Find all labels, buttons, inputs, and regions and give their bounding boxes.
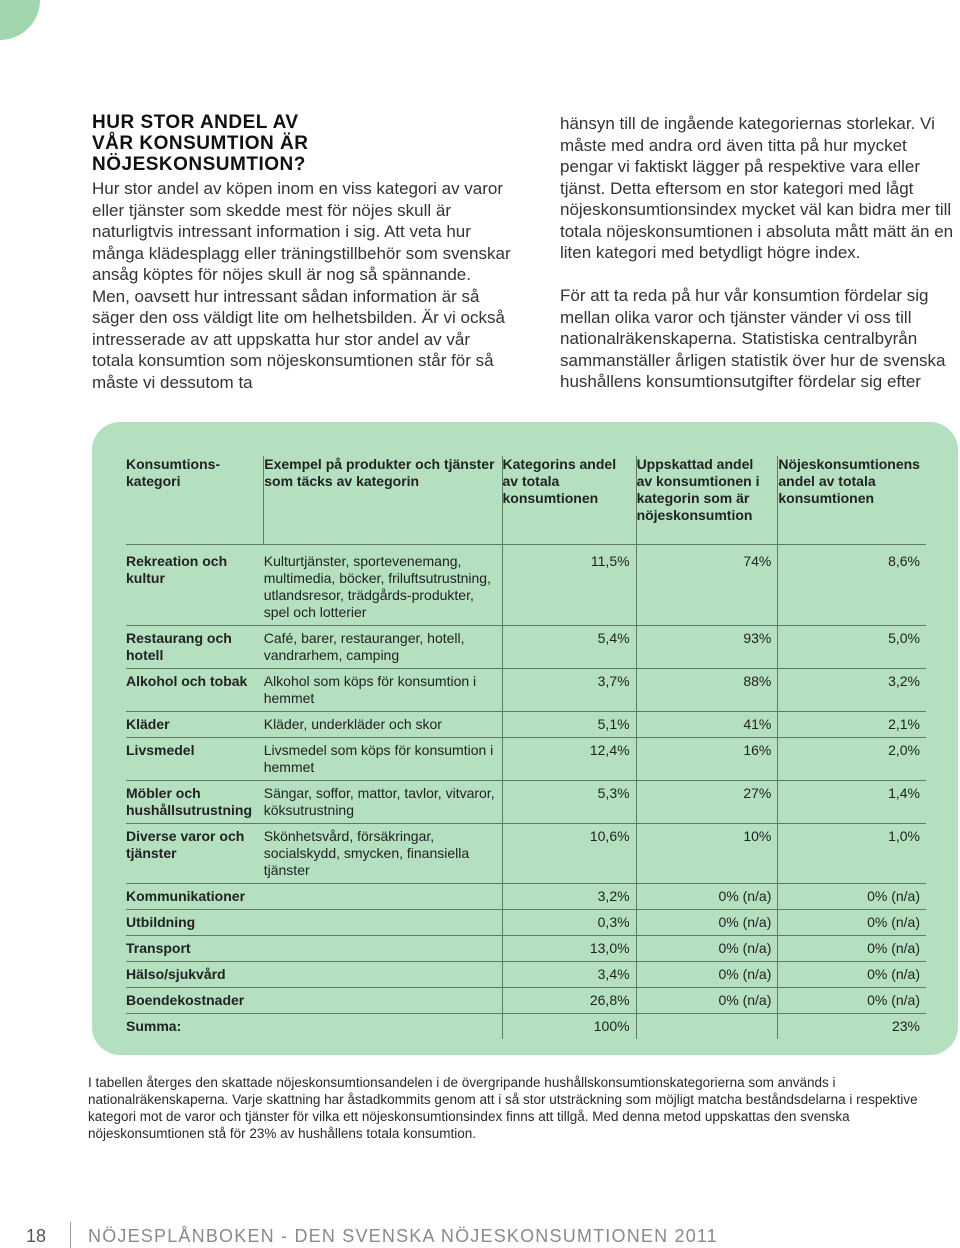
row-pleasure-share: 41%: [636, 712, 778, 738]
row-examples: Livsmedel som köps för konsumtion i hemmet: [264, 738, 502, 781]
row-examples: [264, 962, 502, 988]
header-pleasure-total: Nöjeskonsumtionens andel av totala konsumtionen: [778, 456, 920, 506]
table-row: [126, 962, 926, 988]
row-pleasure-total: 0% (n/a): [778, 936, 926, 962]
row-pleasure-share: 27%: [636, 781, 778, 824]
row-category: Summa:: [126, 1014, 264, 1040]
heading-line-2: VÅR KONSUMTION ÄR: [92, 133, 309, 154]
row-examples: Alkohol som köps för konsumtion i hemmet: [264, 669, 502, 712]
consumption-table: [126, 456, 926, 1039]
row-pleasure-share: 10%: [636, 824, 778, 884]
row-category: Boendekostnader: [126, 988, 264, 1014]
row-examples: [264, 936, 502, 962]
row-pleasure-total: 0% (n/a): [778, 962, 926, 988]
header-category: Konsumtions-kategori: [126, 456, 264, 545]
table-row: [126, 712, 926, 738]
section-heading: [92, 112, 512, 175]
row-examples: [264, 1014, 502, 1040]
row-share: 5,4%: [502, 626, 636, 669]
row-share: 5,1%: [502, 712, 636, 738]
table-row: [126, 626, 926, 669]
row-share: 3,4%: [502, 962, 636, 988]
row-examples: Kläder, underkläder och skor: [264, 712, 502, 738]
page-number: 18: [26, 1226, 47, 1246]
heading-line-1: HUR STOR ANDEL AV: [92, 112, 299, 133]
row-share: 12,4%: [502, 738, 636, 781]
row-share: 26,8%: [502, 988, 636, 1014]
row-category: Transport: [126, 936, 264, 962]
row-examples: Sängar, soffor, mattor, tavlor, vitvaror, köksutrustning: [264, 781, 502, 824]
row-share: 11,5%: [502, 545, 636, 626]
table-caption: I tabellen återges den skattade nöjeskonsumtionsandelen i de övergripande hushållskonsumtionskategorierna som används i nationalräkenskaperna. Varje skattning har åstadkommits genom att i så stor utsträckning som möjligt matcha beståndsdelarna i respektive kategori mot de varor och tjänster för vilka ett nöjeskonsumtionsindex finns att tillgå. Med denna metod uppskattas den svenska nöjeskonsumtionen stå för 23% av hushållens totala konsumtion.: [88, 1075, 918, 1141]
row-examples: Skönhetsvård, försäkringar, socialskydd, smycken, finansiella tjänster: [264, 824, 502, 884]
row-pleasure-share: 74%: [636, 545, 778, 626]
table-row: [126, 738, 926, 781]
table-row: [126, 545, 926, 626]
table-row: [126, 988, 926, 1014]
row-examples: [264, 910, 502, 936]
corner-decoration: [0, 0, 40, 40]
row-category: Utbildning: [126, 910, 264, 936]
row-share: 3,2%: [502, 884, 636, 910]
row-pleasure-total: 5,0%: [778, 626, 926, 669]
table-row: [126, 910, 926, 936]
header-share: Kategorins andel av totala konsumtionen: [502, 456, 636, 545]
row-pleasure-total: 0% (n/a): [778, 988, 926, 1014]
row-category: Möbler och hushållsutrustning: [126, 781, 264, 824]
footer-title: NÖJESPLÅNBOKEN - DEN SVENSKA NÖJESKONSUMTIONEN 2011: [88, 1226, 719, 1246]
row-share: 3,7%: [502, 669, 636, 712]
row-category: Hälso/sjukvård: [126, 962, 264, 988]
row-share: 10,6%: [502, 824, 636, 884]
table-row: [126, 824, 926, 884]
table-row: [126, 669, 926, 712]
row-category: Restaurang och hotell: [126, 626, 264, 669]
table-row-sum: [126, 1014, 926, 1040]
row-category: Livsmedel: [126, 738, 264, 781]
heading-line-3: NÖJESKONSUMTION?: [92, 154, 306, 175]
row-pleasure-total: 1,0%: [778, 824, 926, 884]
row-share: 0,3%: [502, 910, 636, 936]
row-share: 13,0%: [502, 936, 636, 962]
table-row: [126, 781, 926, 824]
row-pleasure-share: 88%: [636, 669, 778, 712]
row-share: 100%: [502, 1014, 636, 1040]
row-examples: Kulturtjänster, sportevenemang, multimedia, böcker, friluftsutrustning, utlandsresor, trädgårds-produkter, spel och lotterier: [264, 545, 502, 626]
row-pleasure-total: 2,0%: [778, 738, 926, 781]
row-pleasure-total: 8,6%: [778, 545, 926, 626]
right-column: [560, 113, 960, 414]
row-pleasure-share: 0% (n/a): [636, 884, 778, 910]
row-pleasure-total: 3,2%: [778, 669, 926, 712]
row-pleasure-total: 0% (n/a): [778, 884, 926, 910]
row-pleasure-share: 16%: [636, 738, 778, 781]
left-column: [92, 178, 512, 393]
right-paragraph-1: hänsyn till de ingående kategoriernas storlekar. Vi måste med andra ord även titta på hur mycket pengar vi faktiskt lägger på respektive vara eller tjänst. Detta eftersom en stor kategori med lågt nöjeskonsumtionsindex mycket väl kan bidra mer till totala nöjeskonsumtionen i absoluta mått mätt än en liten kategori med betydligt högre index.: [560, 114, 954, 262]
row-pleasure-share: 0% (n/a): [636, 962, 778, 988]
row-pleasure-total: 2,1%: [778, 712, 926, 738]
table-row: [126, 884, 926, 910]
row-category: Kommunikationer: [126, 884, 264, 910]
header-examples: Exempel på produkter och tjänster som täcks av kategorin: [264, 456, 502, 545]
row-category: Alkohol och tobak: [126, 669, 264, 712]
row-share: 5,3%: [502, 781, 636, 824]
row-pleasure-share: 93%: [636, 626, 778, 669]
header-pleasure-share: Uppskattad andel av konsumtionen i kategorin som är nöjeskonsumtion: [636, 456, 778, 545]
footer-separator: [70, 1222, 71, 1248]
row-pleasure-total: 1,4%: [778, 781, 926, 824]
row-category: Diverse varor och tjänster: [126, 824, 264, 884]
row-pleasure-total: 23%: [778, 1014, 926, 1040]
table-header-row: [126, 456, 926, 545]
row-pleasure-share: [636, 1014, 778, 1040]
left-paragraph: Hur stor andel av köpen inom en viss kategori av varor eller tjänster som skedde mest för nöjes skull är naturligtvis intressant information i sig. Att veta hur många klädesplagg eller träningstillbehör som svenskar ansåg köptes för nöjes skull är nog så spännande. Men, oavsett hur intressant sådan information är så säger den oss väldigt lite om helhetsbilden. Är vi också intresserade av att uppskatta hur stor andel av vår totala konsumtion som nöjeskonsumtionen står för så måste vi dessutom ta: [92, 179, 511, 392]
row-category: Rekreation och kultur: [126, 545, 264, 626]
row-pleasure-share: 0% (n/a): [636, 910, 778, 936]
row-pleasure-share: 0% (n/a): [636, 936, 778, 962]
row-pleasure-total: 0% (n/a): [778, 910, 926, 936]
row-examples: [264, 988, 502, 1014]
row-examples: [264, 884, 502, 910]
row-pleasure-share: 0% (n/a): [636, 988, 778, 1014]
row-category: Kläder: [126, 712, 264, 738]
right-paragraph-2: För att ta reda på hur vår konsumtion fördelar sig mellan olika varor och tjänster vänder vi oss till nationalräkenskaperna. Statistiska centralbyrån sammanställer årligen statistik över hur de svenska hushållens konsumtionsutgifter fördelar sig efter: [560, 286, 946, 391]
table-row: [126, 936, 926, 962]
row-examples: Café, barer, restauranger, hotell, vandrarhem, camping: [264, 626, 502, 669]
